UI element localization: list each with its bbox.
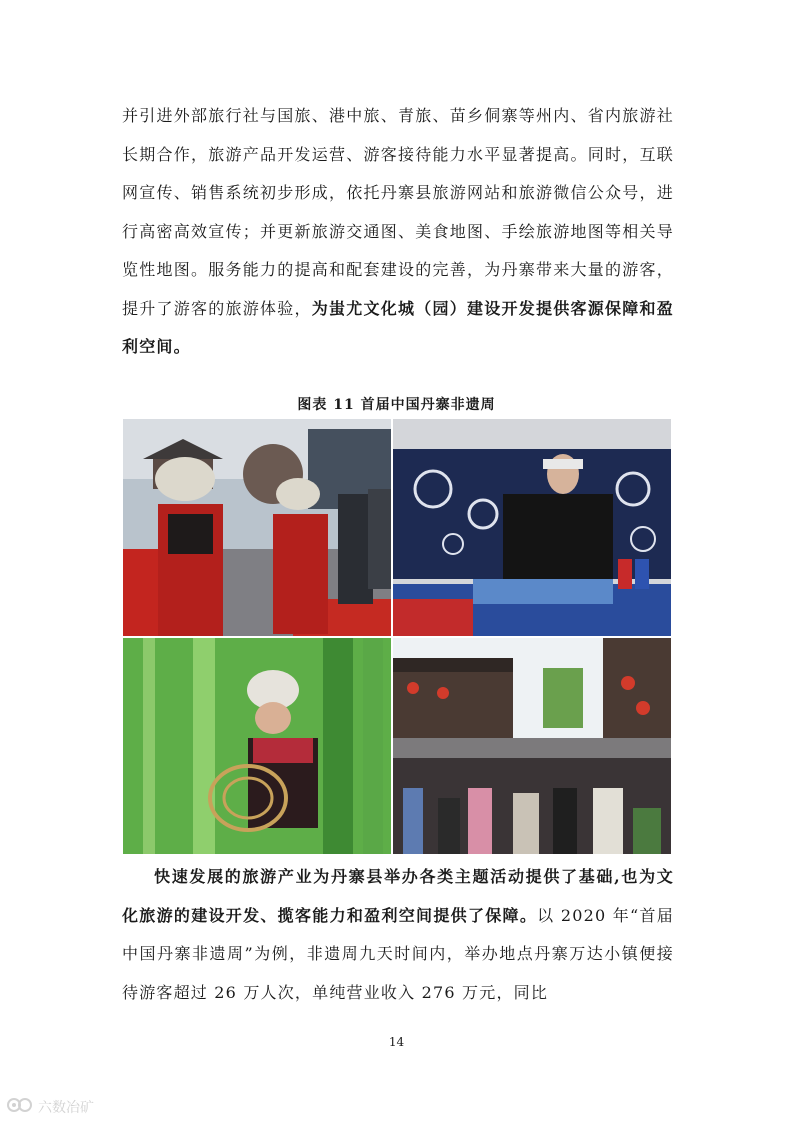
photo-crowded-old-street	[393, 638, 671, 854]
body-paragraph-1	[122, 97, 674, 367]
paragraph-2-emphasis: 快速发展的旅游产业为丹寨县举办各类主题活动提供了基础,也为文化旅游的建设开发、揽客能力和盈利空间提供了保障。	[122, 867, 674, 925]
photo-miao-women-silver-headdress	[123, 419, 391, 636]
photo-batik-artisan	[393, 419, 671, 636]
body-paragraph-2	[122, 858, 674, 1012]
paragraph-1-emphasis: 为蚩尤文化城（园）建设开发提供客源保障和盈利空间。	[122, 298, 675, 356]
logo-icon	[6, 1096, 34, 1118]
page-number: 14	[388, 1035, 405, 1049]
watermark	[6, 1096, 94, 1118]
photo-woman-bamboo-forest	[123, 638, 391, 854]
paragraph-1-text: 并引进外部旅行社与国旅、港中旅、青旅、苗乡侗寨等州内、省内旅游社长期合作，旅游产品开发运营、游客接待能力水平显著提高。同时，互联网宣传、销售系统初步形成，依托丹寨县旅游网站和旅游微信公众号，进行高密高效宣传；并更新旅游交通图、美食地图、手绘旅游地图等相关导览性地图。服务能力的提高和配套建设的完善，为丹寨带来大量的游客，提升了游客的旅游体验，	[122, 106, 674, 318]
paragraph-2-text: 以 2020 年“首届中国丹寨非遗周”为例，非遗周九天时间内，举办地点丹寨万达小镇便接待游客超过 26 万人次，单纯营业收入 276 万元，同比	[122, 905, 674, 1002]
watermark-text: 六数冶矿	[38, 1100, 94, 1116]
figure-caption: 图表 11 首届中国丹寨非遗周	[297, 397, 496, 413]
